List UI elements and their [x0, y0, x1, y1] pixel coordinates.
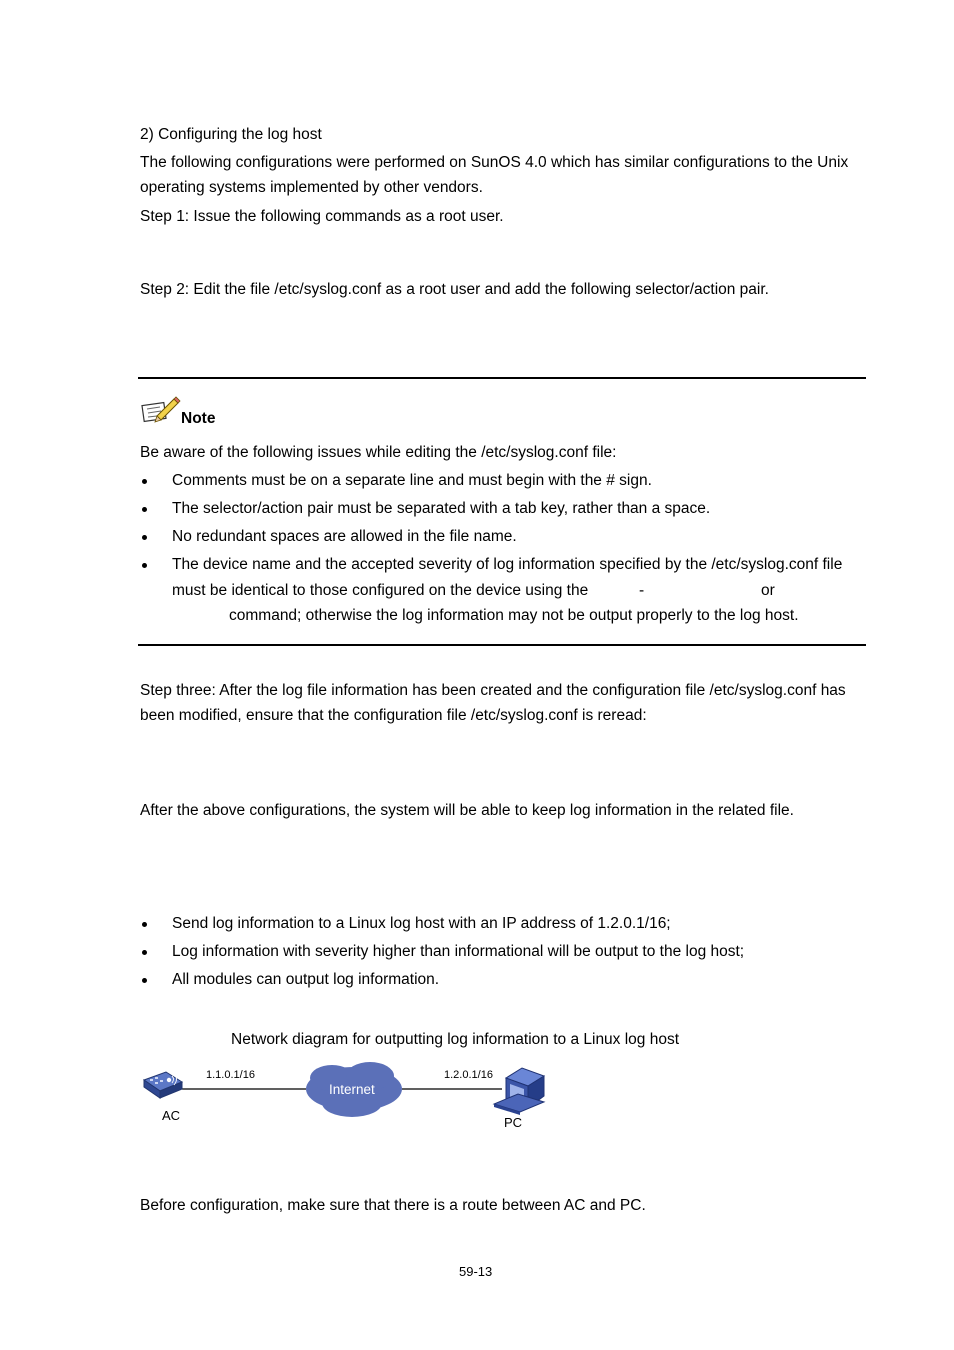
bullet-dot: [142, 479, 147, 484]
diagram-caption: Network diagram for outputting log information to a Linux log host: [231, 1031, 680, 1048]
note-bullet: The selector/action pair must be separated with a tab key, rather than a space.: [172, 500, 711, 517]
ac-ip-label: 1.1.0.1/16: [206, 1069, 255, 1081]
ac-label: AC: [162, 1108, 181, 1123]
bullet-dot: [142, 535, 147, 540]
note-top-rule: [138, 377, 866, 379]
ac-device-icon: [144, 1072, 182, 1098]
note-intro: Be aware of the following issues while editing the /etc/syslog.conf file:: [140, 444, 617, 461]
bullet-dot: [142, 563, 147, 568]
pc-device-icon: [494, 1068, 544, 1115]
paragraph-line: The following configurations were performed on SunOS 4.0 which has similar configurations to the Unix: [140, 154, 849, 171]
requirement-item: All modules can output log information.: [172, 971, 440, 988]
pc-label: PC: [504, 1115, 523, 1130]
note-bullet-continuation: command; otherwise the log information may not be output properly to the log host.: [229, 607, 799, 624]
paragraph-line: operating systems implemented by other vendors.: [140, 179, 483, 196]
bullet-dot: [142, 950, 147, 955]
bullet-dot: [142, 922, 147, 927]
step-heading: 2) Configuring the log host: [140, 126, 322, 143]
step-2-text: Step 2: Edit the file /etc/syslog.conf as a root user and add the following selector/action pair.: [140, 281, 769, 298]
bullet-dot: [142, 978, 147, 983]
note-bottom-rule: [138, 644, 866, 646]
requirement-item: Send log information to a Linux log host with an IP address of 1.2.0.1/16;: [172, 915, 671, 932]
note-pencil-icon: [141, 396, 181, 426]
pc-ip-label: 1.2.0.1/16: [444, 1069, 493, 1081]
requirement-item: Log information with severity higher than informational will be output to the log host;: [172, 943, 745, 960]
internet-label: Internet: [329, 1082, 375, 1097]
step-3-line: Step three: After the log file information has been created and the configuration file /etc/syslog.conf has: [140, 682, 846, 699]
prerequisite-text: Before configuration, make sure that there is a route between AC and PC.: [140, 1197, 646, 1214]
note-label: Note: [181, 410, 216, 427]
step-1-text: Step 1: Issue the following commands as a root user.: [140, 208, 504, 225]
page-number: 59-13: [459, 1264, 493, 1279]
note-bullet-dash: -: [639, 582, 645, 599]
bullet-dot: [142, 507, 147, 512]
note-bullet: Comments must be on a separate line and must begin with the # sign.: [172, 472, 652, 489]
note-bullet-continuation: must be identical to those configured on the device using the: [172, 582, 589, 599]
after-config-text: After the above configurations, the system will be able to keep log information in the related file.: [140, 802, 794, 819]
note-bullet: No redundant spaces are allowed in the file name.: [172, 528, 517, 545]
step-3-line: been modified, ensure that the configuration file /etc/syslog.conf is reread:: [140, 707, 647, 724]
note-bullet: The device name and the accepted severity of log information specified by the /etc/syslog.conf file: [172, 556, 843, 573]
note-bullet-or: or: [761, 582, 775, 599]
